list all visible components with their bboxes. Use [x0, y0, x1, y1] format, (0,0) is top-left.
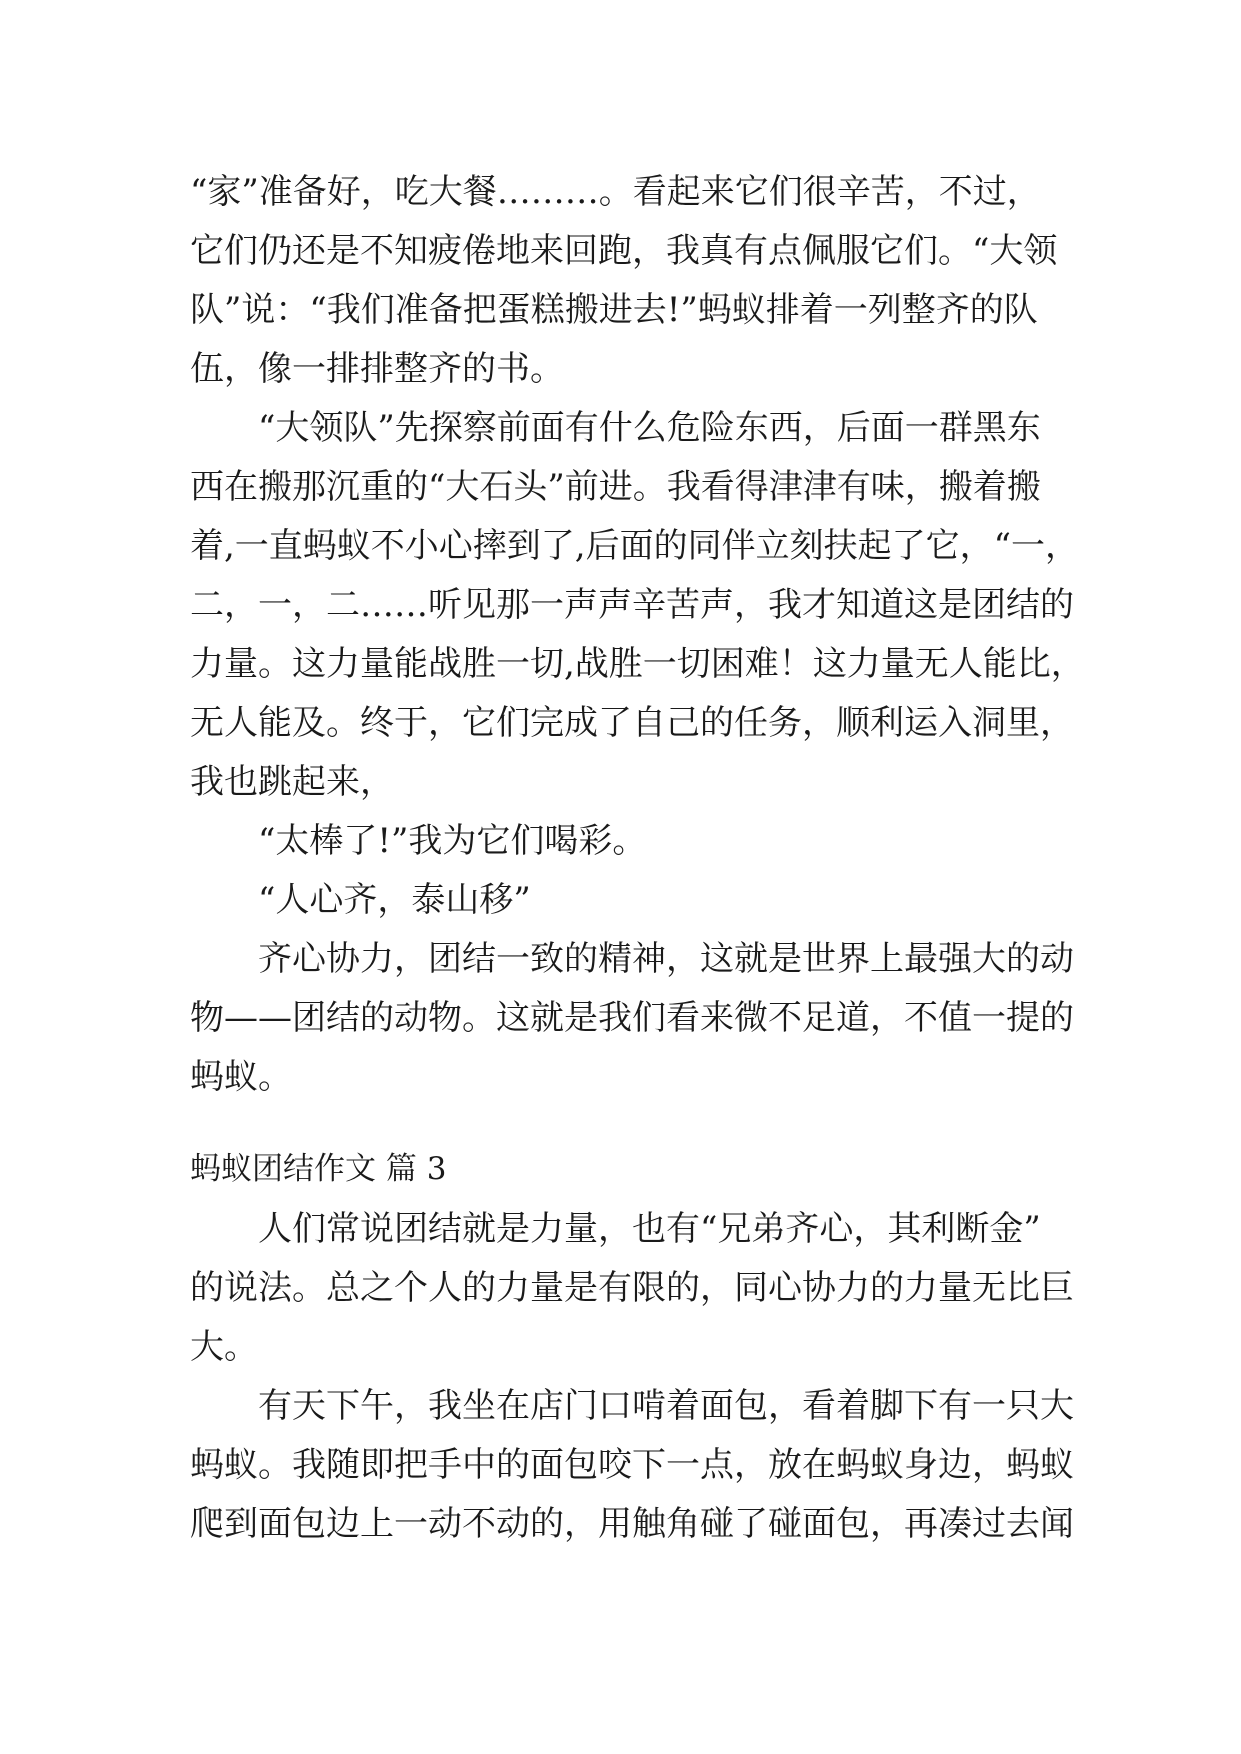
- section-heading: 蚂蚁团结作文 篇 3: [190, 1151, 447, 1187]
- text-line: 无人能及。终于，它们完成了自己的任务，顺利运入洞里，: [190, 703, 1074, 743]
- text-line: 蚂蚁。我随即把手中的面包咬下一点，放在蚂蚁身边，蚂蚁: [190, 1445, 1074, 1485]
- text-line: 齐心协力，团结一致的精神，这就是世界上最强大的动: [258, 939, 1074, 979]
- text-line: 队”说：“我们准备把蛋糕搬进去!”蚂蚁排着一列整齐的队: [190, 290, 1038, 330]
- text-line: 二，一，二……听见那一声声辛苦声，我才知道这是团结的: [190, 585, 1074, 625]
- text-line: “家”准备好，吃大餐………。看起来它们很辛苦，不过，: [190, 172, 1041, 212]
- text-line: 我也跳起来，: [190, 762, 394, 802]
- text-line: 蚂蚁。: [190, 1057, 292, 1097]
- text-line: “太棒了!”我为它们喝彩。: [258, 821, 647, 861]
- text-line: “大领队”先探察前面有什么危险东西，后面一群黑东: [258, 408, 1041, 448]
- text-line: 有天下午，我坐在店门口啃着面包，看着脚下有一只大: [258, 1386, 1074, 1426]
- text-line: 它们仍还是不知疲倦地来回跑，我真有点佩服它们。“大领: [190, 231, 1058, 271]
- text-line: 西在搬那沉重的“大石头”前进。我看得津津有味，搬着搬: [190, 467, 1041, 507]
- text-line: 爬到面包边上一动不动的，用触角碰了碰面包，再凑过去闻: [190, 1504, 1074, 1544]
- text-line: 物——团结的动物。这就是我们看来微不足道，不值一提的: [190, 998, 1074, 1038]
- text-line: “人心齐，泰山移”: [258, 880, 531, 920]
- text-line: 着,一直蚂蚁不小心摔到了,后面的同伴立刻扶起了它，“一，: [190, 526, 1079, 566]
- text-line: 大。: [190, 1327, 258, 1367]
- text-line: 力量。这力量能战胜一切,战胜一切困难！这力量无人能比，: [190, 644, 1085, 684]
- text-line: 人们常说团结就是力量，也有“兄弟齐心，其利断金”: [258, 1209, 1041, 1249]
- text-line: 的说法。总之个人的力量是有限的，同心协力的力量无比巨: [190, 1268, 1074, 1308]
- text-line: 伍，像一排排整齐的书。: [190, 349, 564, 389]
